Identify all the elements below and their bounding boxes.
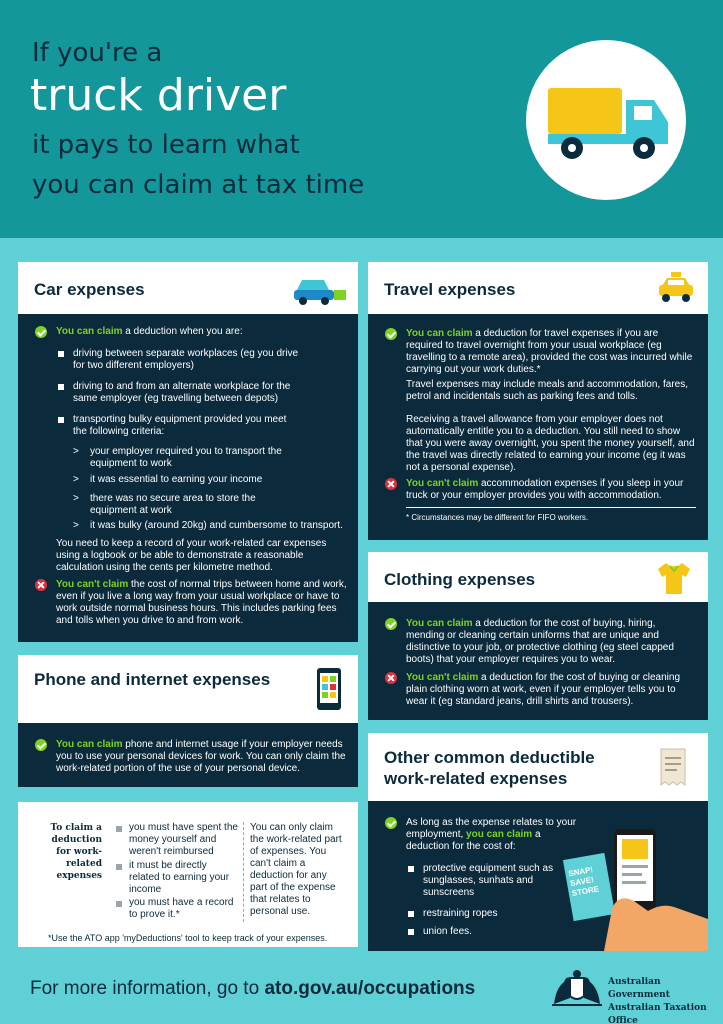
travel-expenses-title: Travel expenses bbox=[384, 280, 516, 299]
bullet-square bbox=[408, 911, 414, 917]
divider bbox=[243, 822, 244, 922]
clothing-expenses-title: Clothing expenses bbox=[384, 570, 536, 589]
other-expenses-card bbox=[368, 733, 708, 951]
header-banner bbox=[0, 0, 723, 238]
travel-footnote: * Circumstances may be different for FIFO workers. bbox=[406, 513, 589, 522]
header-line-2: truck driver bbox=[30, 70, 287, 121]
footer-link[interactable]: ato.gov.au/occupations bbox=[264, 978, 476, 999]
coat-of-arms-icon bbox=[548, 968, 606, 1008]
car-icon bbox=[292, 270, 348, 306]
travel-cant-green: You can't claim bbox=[406, 478, 479, 489]
other-intro-green: you can claim bbox=[466, 829, 533, 840]
taxi-icon bbox=[656, 270, 696, 306]
gov-line-2: Australian Taxation Office bbox=[608, 1003, 707, 1024]
other-bullet-1: protective equipment such as sunglasses, sunhats and sunscreens bbox=[423, 863, 554, 898]
travel-claim-rest: a deduction for travel expenses if you are required to travel overnight from your usual workplace (eg travelling to a remote area), provided the cost was incurred while carrying out your work duties.* bbox=[406, 328, 693, 375]
bullet-square bbox=[58, 351, 64, 357]
tick-icon bbox=[385, 618, 397, 630]
header-line-4: you can claim at tax time bbox=[32, 170, 365, 200]
government-logo-text bbox=[608, 976, 723, 1024]
tick-icon bbox=[35, 326, 47, 338]
clothing-cant-claim bbox=[406, 672, 696, 708]
car-bullet-1: driving between separate workplaces (eg you drive for two different employers) bbox=[73, 348, 299, 371]
clothing-claim-green: You can claim bbox=[406, 618, 473, 629]
claim-rules-heading: To claim a deduction for work-related expenses bbox=[50, 823, 102, 881]
claim-rules-box bbox=[18, 802, 358, 947]
car-bullet-2: driving to and from an alternate workplace for the same employer (eg travelling between depots) bbox=[73, 381, 291, 404]
header-line-3: it pays to learn what bbox=[32, 130, 300, 160]
cross-icon bbox=[35, 579, 47, 591]
travel-claim-text bbox=[406, 328, 696, 376]
receipt-icon bbox=[658, 747, 688, 787]
other-intro bbox=[406, 817, 581, 853]
car-expenses-title: Car expenses bbox=[34, 280, 145, 299]
car-claim-intro bbox=[56, 326, 346, 338]
bullet-square bbox=[116, 901, 122, 907]
receipt-label: SNAP! SAVE! STORE bbox=[567, 865, 600, 899]
chevron-right-icon: > bbox=[73, 493, 79, 504]
shirt-icon bbox=[654, 560, 694, 596]
car-bullet-3: transporting bulky equipment provided you meet the following criteria: bbox=[73, 414, 287, 437]
clothing-cant-rest: a deduction for the cost of buying or cleaning plain clothing worn at work, even if your employer tells you to wear it (eg standard jeans, drill shirts and trousers). bbox=[406, 672, 681, 707]
footer-text: For more information, go to bbox=[30, 978, 265, 999]
bullet-square bbox=[408, 929, 414, 935]
other-expenses-header bbox=[368, 733, 708, 801]
car-sub-2: it was essential to earning your income bbox=[90, 474, 263, 485]
bullet-square bbox=[408, 866, 414, 872]
other-intro-b: a deduction for the cost of: bbox=[406, 829, 541, 852]
phone-claim-text bbox=[56, 739, 348, 775]
clothing-expenses-card bbox=[368, 552, 708, 720]
car-sub-4: it was bulky (around 20kg) and cumbersome to transport. bbox=[90, 520, 343, 531]
travel-expenses-body bbox=[368, 314, 708, 540]
claim-right-text: You can only claim the work-related part of expenses. You can't claim a deduction for any part of the expense that relates to personal use. bbox=[250, 822, 342, 917]
tick-icon bbox=[35, 739, 47, 751]
clothing-claim-text bbox=[406, 618, 696, 666]
bullet-square bbox=[58, 384, 64, 390]
clothing-expenses-body bbox=[368, 602, 708, 720]
phone-icon bbox=[316, 667, 342, 711]
phone-internet-title: Phone and internet expenses bbox=[34, 670, 271, 689]
travel-para-2: Travel expenses may include meals and accommodation, fares, petrol and incidentals such as parking fees and tolls. bbox=[406, 379, 688, 402]
car-record-text: You need to keep a record of your work-related car expenses using a logbook or be able to demonstrate a reasonable calculation using the cents per kilometre method. bbox=[56, 538, 327, 573]
phone-claim-green: You can claim bbox=[56, 739, 123, 750]
footer-more-info bbox=[30, 978, 475, 1000]
clothing-expenses-header bbox=[368, 552, 708, 602]
travel-claim-green: You can claim bbox=[406, 328, 473, 339]
divider bbox=[406, 507, 696, 508]
car-sub-1: your employer required you to transport the equipment to work bbox=[90, 446, 282, 469]
travel-cant-claim bbox=[406, 478, 696, 502]
bullet-square bbox=[116, 864, 122, 870]
car-expenses-card bbox=[18, 262, 358, 642]
chevron-right-icon: > bbox=[73, 446, 79, 457]
travel-expenses-card bbox=[368, 262, 708, 540]
other-expenses-body bbox=[368, 801, 708, 951]
truck-icon bbox=[526, 40, 686, 200]
claim-rule-2: it must be directly related to earning your income bbox=[129, 860, 230, 895]
chevron-right-icon: > bbox=[73, 474, 79, 485]
car-claim-green: You can claim bbox=[56, 326, 123, 337]
car-cant-claim bbox=[56, 579, 348, 627]
bullet-square bbox=[58, 417, 64, 423]
bullet-square bbox=[116, 826, 122, 832]
chevron-right-icon: > bbox=[73, 520, 79, 531]
cross-icon bbox=[385, 672, 397, 684]
travel-expenses-header bbox=[368, 262, 708, 314]
phone-internet-body bbox=[18, 723, 358, 787]
phone-claim-rest: phone and internet usage if your employer needs you to use your personal devices for work. You can only claim the work-related portion of the use of your personal device. bbox=[56, 739, 346, 774]
other-bullet-2: restraining ropes bbox=[423, 908, 498, 919]
car-sub-3: there was no secure area to store the equipment at work bbox=[90, 493, 256, 516]
clothing-claim-rest: a deduction for the cost of buying, hiring, mending or cleaning certain uniforms that are unique and distinctive to your job, or protective clothing (eg steel capped boots) that your employer requires you to wear. bbox=[406, 618, 674, 665]
cross-icon bbox=[385, 478, 397, 490]
travel-para-3: Receiving a travel allowance from your employer does not automatically entitle you to a deduction. You still need to show that you were away overnight, you spent the money yourself, and the travel was directly related to earning your income (eg it was not a personal expense). bbox=[406, 414, 695, 473]
phone-internet-card bbox=[18, 655, 358, 787]
hand-phone-illustration bbox=[604, 823, 708, 951]
car-cant-rest: the cost of normal trips between home and work, even if you live a long way from your usual workplace or have to work outside normal business hours. This includes parking fees and tolls when you drive to and from work. bbox=[56, 579, 347, 626]
car-expenses-header bbox=[18, 262, 358, 314]
tick-icon bbox=[385, 817, 397, 829]
travel-cant-rest: accommodation expenses if you sleep in your truck or your employer provides you with accommodation. bbox=[406, 478, 684, 501]
claim-rule-3: you must have a record to prove it.* bbox=[129, 897, 234, 920]
clothing-cant-green: You can't claim bbox=[406, 672, 479, 683]
tick-icon bbox=[385, 328, 397, 340]
gov-line-1: Australian Government bbox=[608, 977, 670, 1000]
car-cant-green: You can't claim bbox=[56, 579, 129, 590]
car-claim-rest: a deduction when you are: bbox=[122, 326, 243, 337]
header-line-1: If you're a bbox=[32, 38, 163, 68]
claim-rule-1: you must have spent the money yourself and weren't reimbursed bbox=[129, 822, 238, 857]
other-intro-a: As long as the expense relates to your employment, bbox=[406, 817, 577, 840]
other-bullet-3: union fees. bbox=[423, 926, 472, 937]
claim-footnote: *Use the ATO app 'myDeductions' tool to keep track of your expenses. bbox=[48, 933, 328, 943]
phone-internet-header bbox=[18, 655, 358, 723]
car-expenses-body bbox=[18, 314, 358, 642]
other-expenses-title: Other common deductible work-related expenses bbox=[384, 748, 595, 788]
